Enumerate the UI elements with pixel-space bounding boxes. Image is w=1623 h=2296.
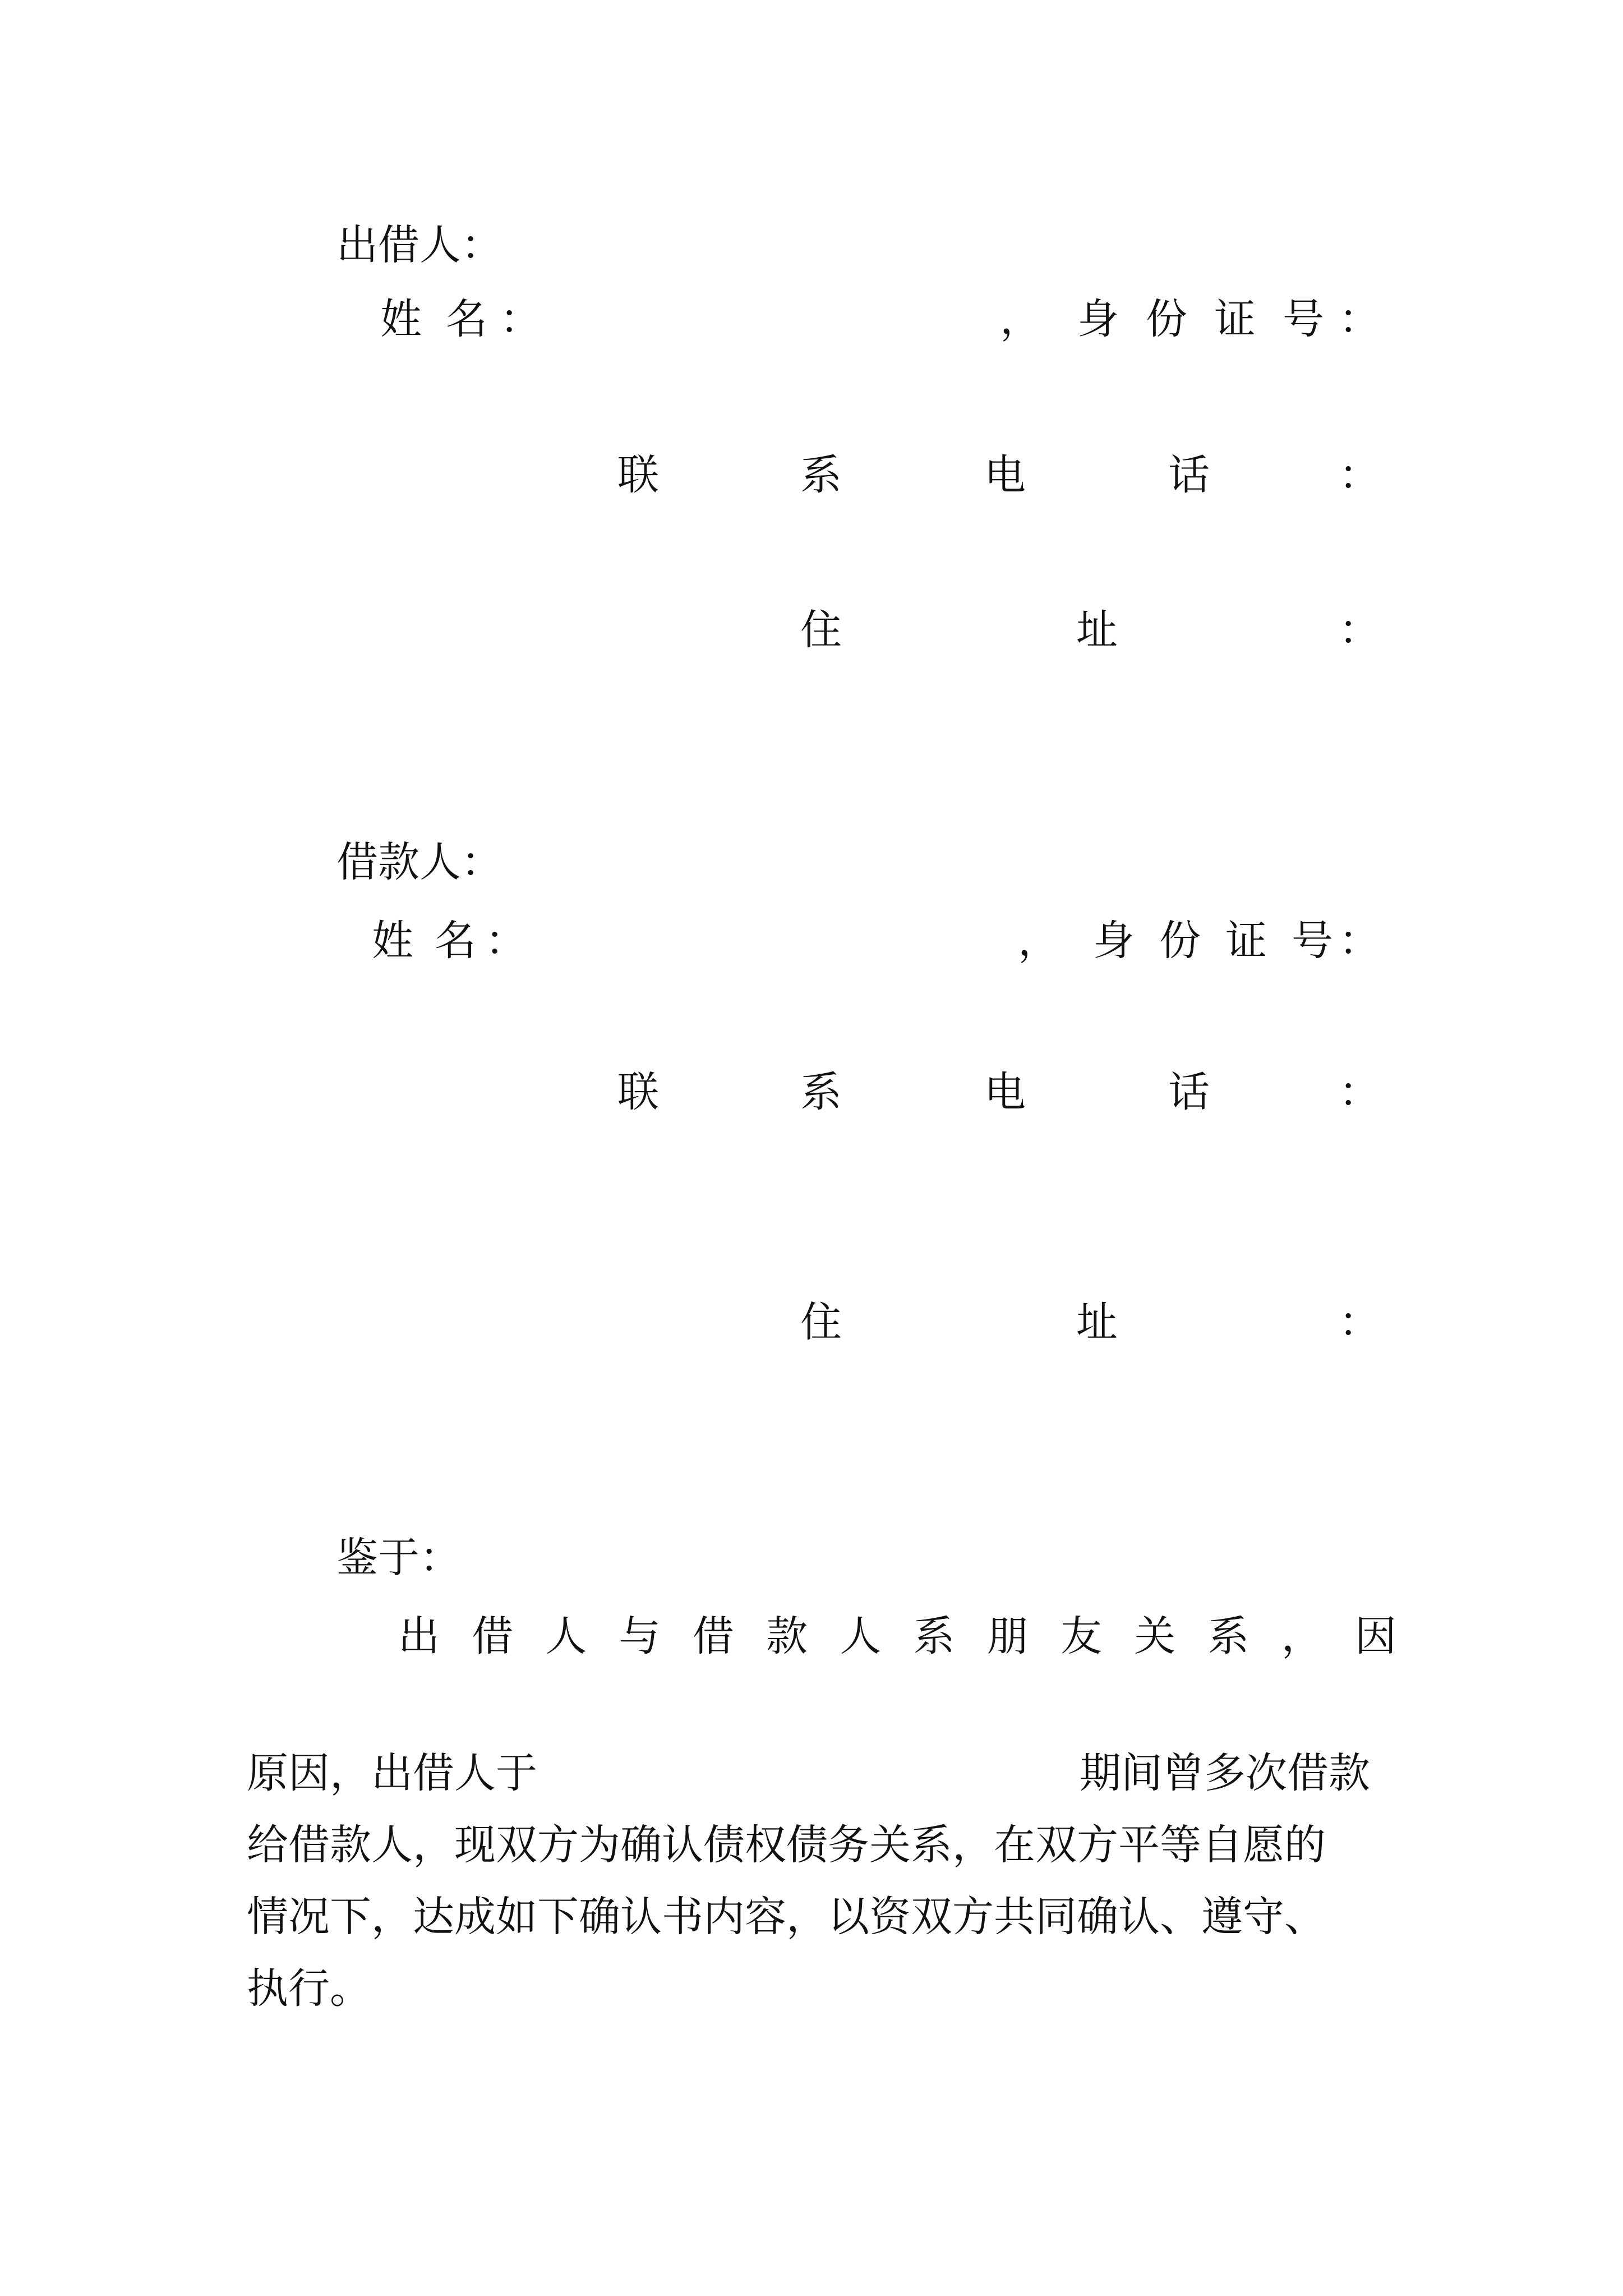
lender-address-label-char-2: 址 [1076,606,1118,654]
lender-phone-label-char-1: 联 [617,451,659,499]
recital-line-1-char: 出 [398,1612,440,1660]
lender-phone-label-char-3: 电 [984,451,1026,499]
recital-line-1-char: 友 [1060,1612,1102,1660]
recital-line-1-char: 与 [619,1612,661,1660]
borrower-phone-label-char-3: 电 [984,1068,1026,1116]
recital-line-5: 执行。 [247,1964,371,2013]
borrower-id-label-colon: ： [1339,917,1380,965]
borrower-phone-label-char-2: 系 [800,1068,842,1116]
recital-line-1-char: 朋 [986,1612,1029,1660]
lender-address-label-char-1: 住 [800,606,842,654]
lender-phone-label-char-4: 话 [1168,451,1210,499]
borrower-id-label-char-1: 身 [1093,917,1135,965]
recital-line-3: 给借款人，现双方为确认债权债务关系，在双方平等自愿的 [247,1821,1326,1869]
borrower-phone-label-char-1: 联 [617,1068,659,1116]
lender-phone-label-char-2: 系 [800,451,842,499]
recital-line-1-char: 借 [472,1612,514,1660]
recital-line-1-char: 关 [1134,1612,1176,1660]
recital-line-2-right: 期间曾多次借款 [1080,1749,1370,1797]
borrower-name-label-colon: ： [485,917,527,965]
recital-line-1 [398,1612,1396,1660]
lender-header: 出借人： [336,221,502,269]
lender-address-label-colon: ： [1339,606,1380,654]
recital-line-4: 情况下，达成如下确认书内容，以资双方共同确认、遵守、 [247,1893,1326,1941]
borrower-header: 借款人： [336,838,502,886]
borrower-address-label-colon: ： [1339,1298,1380,1346]
lender-id-label-char-3: 证 [1214,295,1256,343]
borrower-phone-label-char-4: 话 [1168,1068,1210,1116]
lender-id-label-char-2: 份 [1146,295,1187,343]
borrower-id-label-char-2: 份 [1159,917,1201,965]
borrower-id-label-char-3: 证 [1225,917,1267,965]
borrower-phone-label-colon: ： [1339,1068,1380,1116]
recital-line-1-char: 系 [1207,1612,1249,1660]
lender-id-label-char-1: 身 [1077,295,1119,343]
borrower-id-comma: ， [1018,917,1059,965]
lender-name-label-colon: ： [500,295,541,343]
recital-line-1-char: 因 [1354,1612,1396,1660]
recital-line-2-left: 原因，出借人于 [247,1749,537,1797]
recital-line-1-char: ， [1281,1612,1323,1660]
recital-line-1-char: 借 [692,1612,734,1660]
borrower-name-label-char-2: 名 [435,917,476,965]
recital-line-1-char: 系 [913,1612,955,1660]
lender-id-comma: ， [1000,295,1041,343]
lender-id-label-colon: ： [1339,295,1380,343]
borrower-address-label-char-1: 住 [800,1298,842,1346]
borrower-address-label-char-2: 址 [1076,1298,1118,1346]
lender-phone-label-colon: ： [1339,451,1380,499]
borrower-id-label-char-4: 号 [1292,917,1333,965]
lender-name-label-char-2: 名 [446,295,487,343]
borrower-name-label-char-1: 姓 [372,917,413,965]
recital-header: 鉴于： [336,1534,461,1582]
recital-line-1-char: 人 [545,1612,587,1660]
lender-id-label-char-4: 号 [1283,295,1324,343]
lender-name-label-char-1: 姓 [380,295,422,343]
recital-line-1-char: 款 [766,1612,808,1660]
recital-line-1-char: 人 [840,1612,882,1660]
